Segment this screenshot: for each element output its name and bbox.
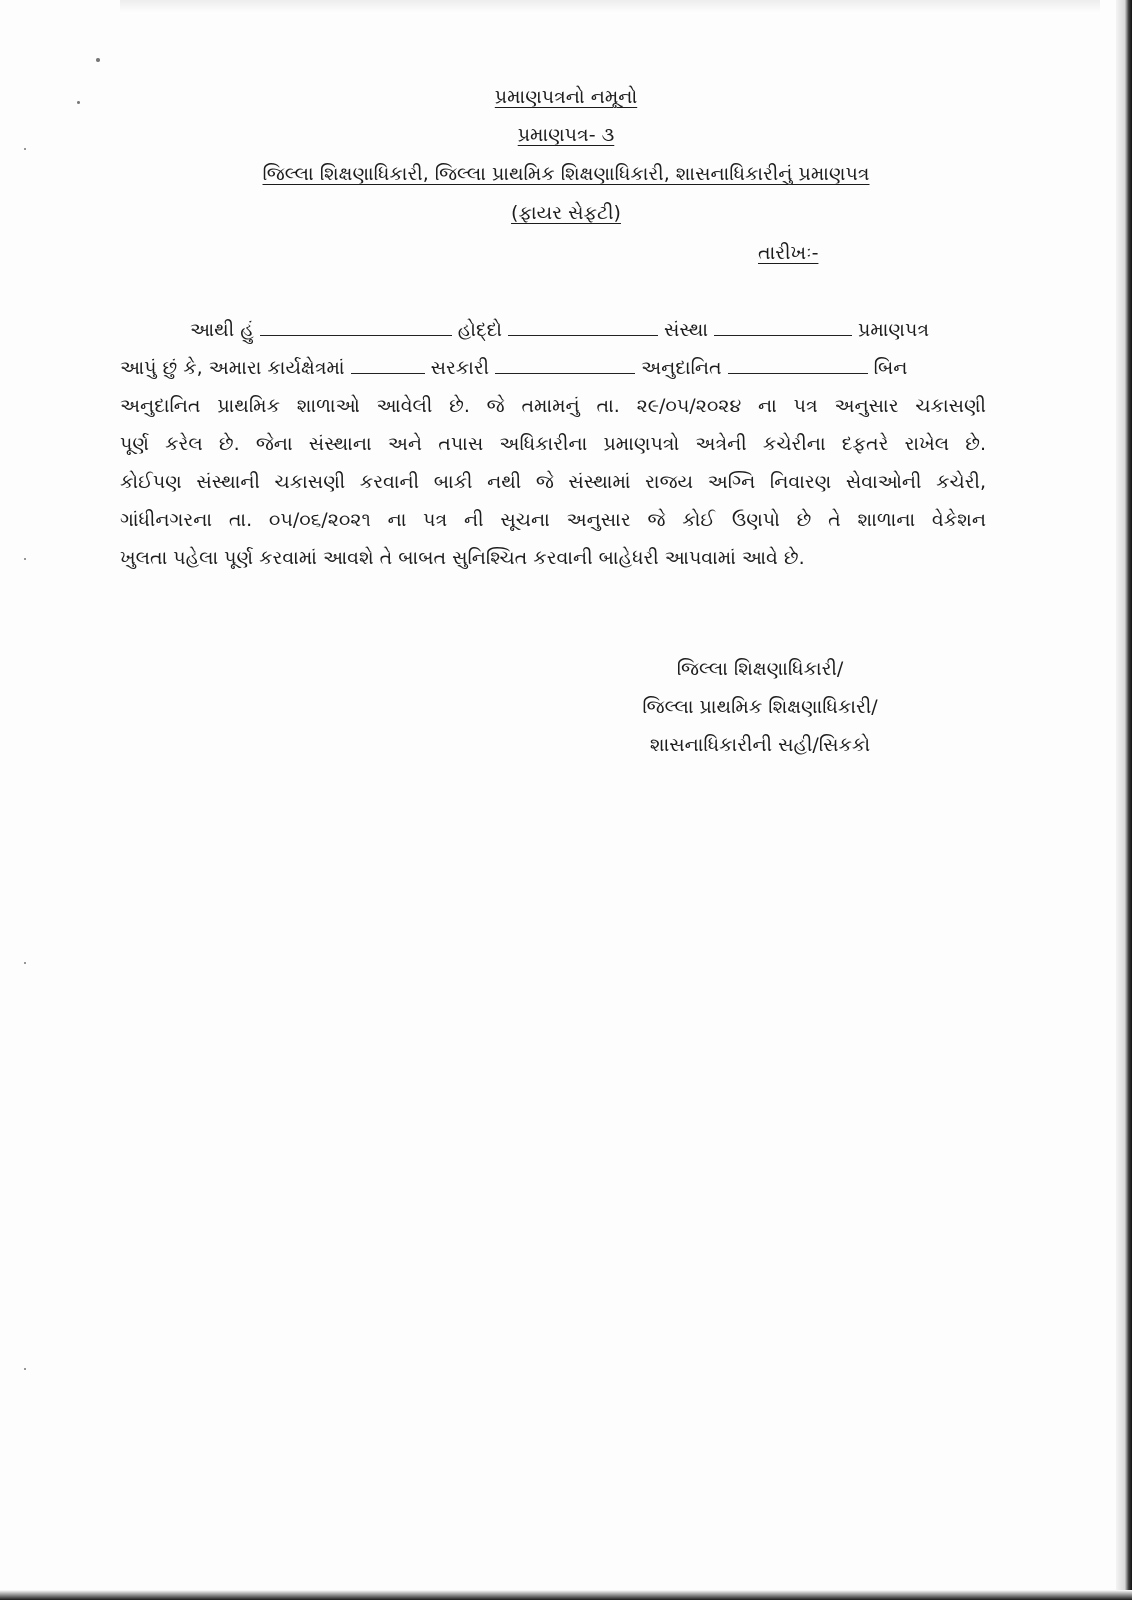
body-line-5: કોઈપણ સંસ્થાની ચકાસણી કરવાની બાકી નથી જે સંસ્થામાં રાજય અગ્નિ નિવારણ સેવાઓની કચેરી, bbox=[120, 471, 986, 493]
government-count-blank bbox=[495, 355, 635, 374]
scan-speck bbox=[96, 58, 100, 62]
scan-right-edge bbox=[1116, 0, 1132, 1600]
count-blank bbox=[351, 355, 425, 374]
certificate-number: પ્રમાણપત્ર- ૩ bbox=[517, 124, 615, 146]
certificate-sample-title: પ્રમાણપત્રનો નમૂનો bbox=[494, 86, 638, 108]
institution-blank bbox=[714, 317, 852, 336]
scan-speck bbox=[24, 1368, 26, 1370]
signature-line-3: શાસનાધિકારીની સહી/સિકકો bbox=[649, 734, 871, 756]
body-line-1: આથી હું હોદ્દો સંસ્થા પ્રમાણપત્ર bbox=[190, 319, 930, 341]
scan-top-shadow bbox=[120, 0, 1100, 14]
signature-line-2: જિલ્લા પ્રાથમિક શિક્ષણાધિકારી/ bbox=[642, 696, 878, 718]
body-line-3: અનુદાનિત પ્રાથમિક શાળાઓ આવેલી છે. જે તમામનું તા. ૨૯/૦૫/૨૦૨૪ ના પત્ર અનુસાર ચકાસણી bbox=[120, 395, 986, 417]
scan-bottom-edge bbox=[0, 1590, 1132, 1600]
date-label: તારીખઃ- bbox=[758, 242, 819, 264]
body-line-7: ખુલતા પહેલા પૂર્ણ કરવામાં આવશે તે બાબત સુનિશ્ચિત કરવાની બાહેધરી આપવામાં આવે છે. bbox=[120, 547, 805, 569]
certificate-subheading: (ફાયર સેફટી) bbox=[511, 202, 621, 224]
signature-line-1: જિલ્લા શિક્ષણાધિકારી/ bbox=[676, 658, 844, 680]
name-blank bbox=[260, 317, 452, 336]
aided-count-blank bbox=[728, 355, 868, 374]
certificate-heading: જિલ્લા શિક્ષણાધિકારી, જિલ્લા પ્રાથમિક શિક્ષણાધિકારી, શાસનાધિકારીનું પ્રમાણપત્ર bbox=[262, 163, 870, 185]
body-line-4: પૂર્ણ કરેલ છે. જેના સંસ્થાના અને તપાસ અધિકારીના પ્રમાણપત્રો અત્રેની કચેરીના દફતરે રાખેલ છે. bbox=[120, 433, 986, 455]
scan-speck bbox=[24, 558, 26, 560]
body-line-2: આપું છું કે, અમારા કાર્યક્ષેત્રમાં સરકારી અનુદાનિત બિન bbox=[120, 357, 908, 379]
designation-blank bbox=[508, 317, 658, 336]
body-line-6: ગાંધીનગરના તા. ૦૫/૦૬/૨૦૨૧ ના પત્ર ની સૂચના અનુસાર જે કોઈ ઉણપો છે તે શાળાના વેકેશન bbox=[120, 509, 986, 531]
scan-speck bbox=[24, 962, 26, 964]
scan-speck bbox=[24, 148, 26, 150]
